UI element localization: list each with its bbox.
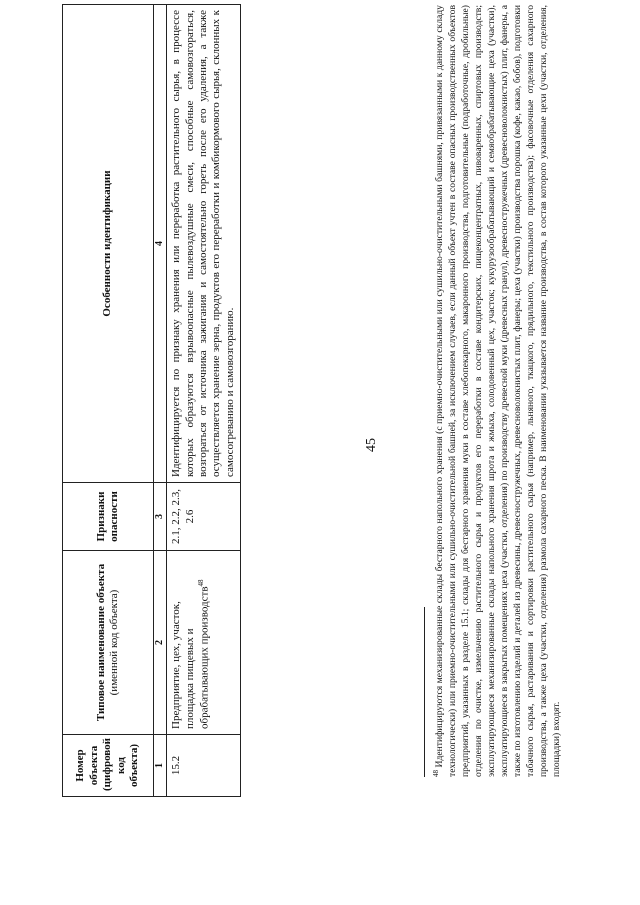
table-header-row <box>63 5 154 797</box>
column-number-2: 2 <box>154 551 167 735</box>
header-features-title: Особенности идентификации <box>101 170 114 317</box>
identification-features: Идентифицируется по признаку хранения или переработка растительного сырья, в процессе которых образуются взрывоопасные пылевоздушные смеси, способные самовозгораться, возгораться от источника зажигания и самостоятельно гореть после его удаления, а также осуществляется хранение зерна, продуктов его переработки и комбикормового сырья, склонных к самосогреванию и самовозгоранию. <box>167 5 241 483</box>
column-number-row <box>154 5 167 797</box>
footnote-number: 48 <box>432 770 440 777</box>
identification-table <box>62 4 241 797</box>
page-number: 45 <box>364 438 379 452</box>
footnote-separator <box>424 607 425 777</box>
footnote <box>432 5 564 777</box>
column-number-1: 1 <box>154 735 167 797</box>
table-row <box>167 5 241 797</box>
footnote-ref: 48 <box>197 579 205 587</box>
header-features <box>63 5 154 483</box>
header-name-title: Типовое наименование объекта <box>94 563 107 722</box>
header-name-sub: (именной код объекта) <box>108 589 120 696</box>
header-code <box>63 735 154 797</box>
header-code-title: Номер объекта (цифровой код объекта) <box>74 738 141 791</box>
object-code: 15.2 <box>167 735 241 797</box>
object-name: Предприятие, цех, участок, площадка пищевых и обрабатывающих производств <box>170 586 211 729</box>
hazard-signs: 2.1, 2.2, 2.3, 2.6 <box>167 483 241 551</box>
column-number-4: 4 <box>154 5 167 483</box>
header-signs-title: Признаки опасности <box>94 491 120 542</box>
header-signs <box>63 483 154 551</box>
object-name-cell <box>167 551 241 735</box>
footnote-text: Идентифицируются механизированные склады бестарного напольного хранения (с приемно-очистительными или сушильно-очистительными башнями, привязанными к данному складу технологически) или приемно-очистительными или сушильно-очистительной башней, за исключением случаев, если данный объект учтен в составе опасных производственных объектов предприятий, указанных в разделе 15.1; склады для бестарного хранения муки в составе хлебопекарного, макаронного производства, подготовительные (подработочные, дробильные) отделения по очистке, измельчению растительного сырья и продуктов его переработки в составе кондитерских, пищеконцентратных, пивоваренных, спиртовых производств; эксплуатирующиеся механизированные склады напольного хранения шрота и жмыха, солодовенный цех, участок; кукурузообрабатывающий и семяобрабатывающие цеха (участки), эксплуатирующиеся в закрытых помещениях цеха (участки, отделения) по производству древесной муки (древесных гранул), древесностружечных (древесноволокнистых) плит, фанеры, а также по изготовлению изделий и деталей из древесины, древесностружечных, древесноволокнистых плит, фанеры; цеха (участки) производства порошка (кофе, какао, бобов), подготовки табачного сырья, растаривания и сортировки растительного сырья (например, льняного, ткацкого, прядильного, текстильного производства); фасовочные отделения сахарного производства, а также цеха (участки, отделения) размола сахарного песка. В наименовании указывается название производства, в состав которого указанные цехи (участки, отделения, площадки) входят. <box>434 5 562 777</box>
header-name <box>63 551 154 735</box>
column-number-3: 3 <box>154 483 167 551</box>
